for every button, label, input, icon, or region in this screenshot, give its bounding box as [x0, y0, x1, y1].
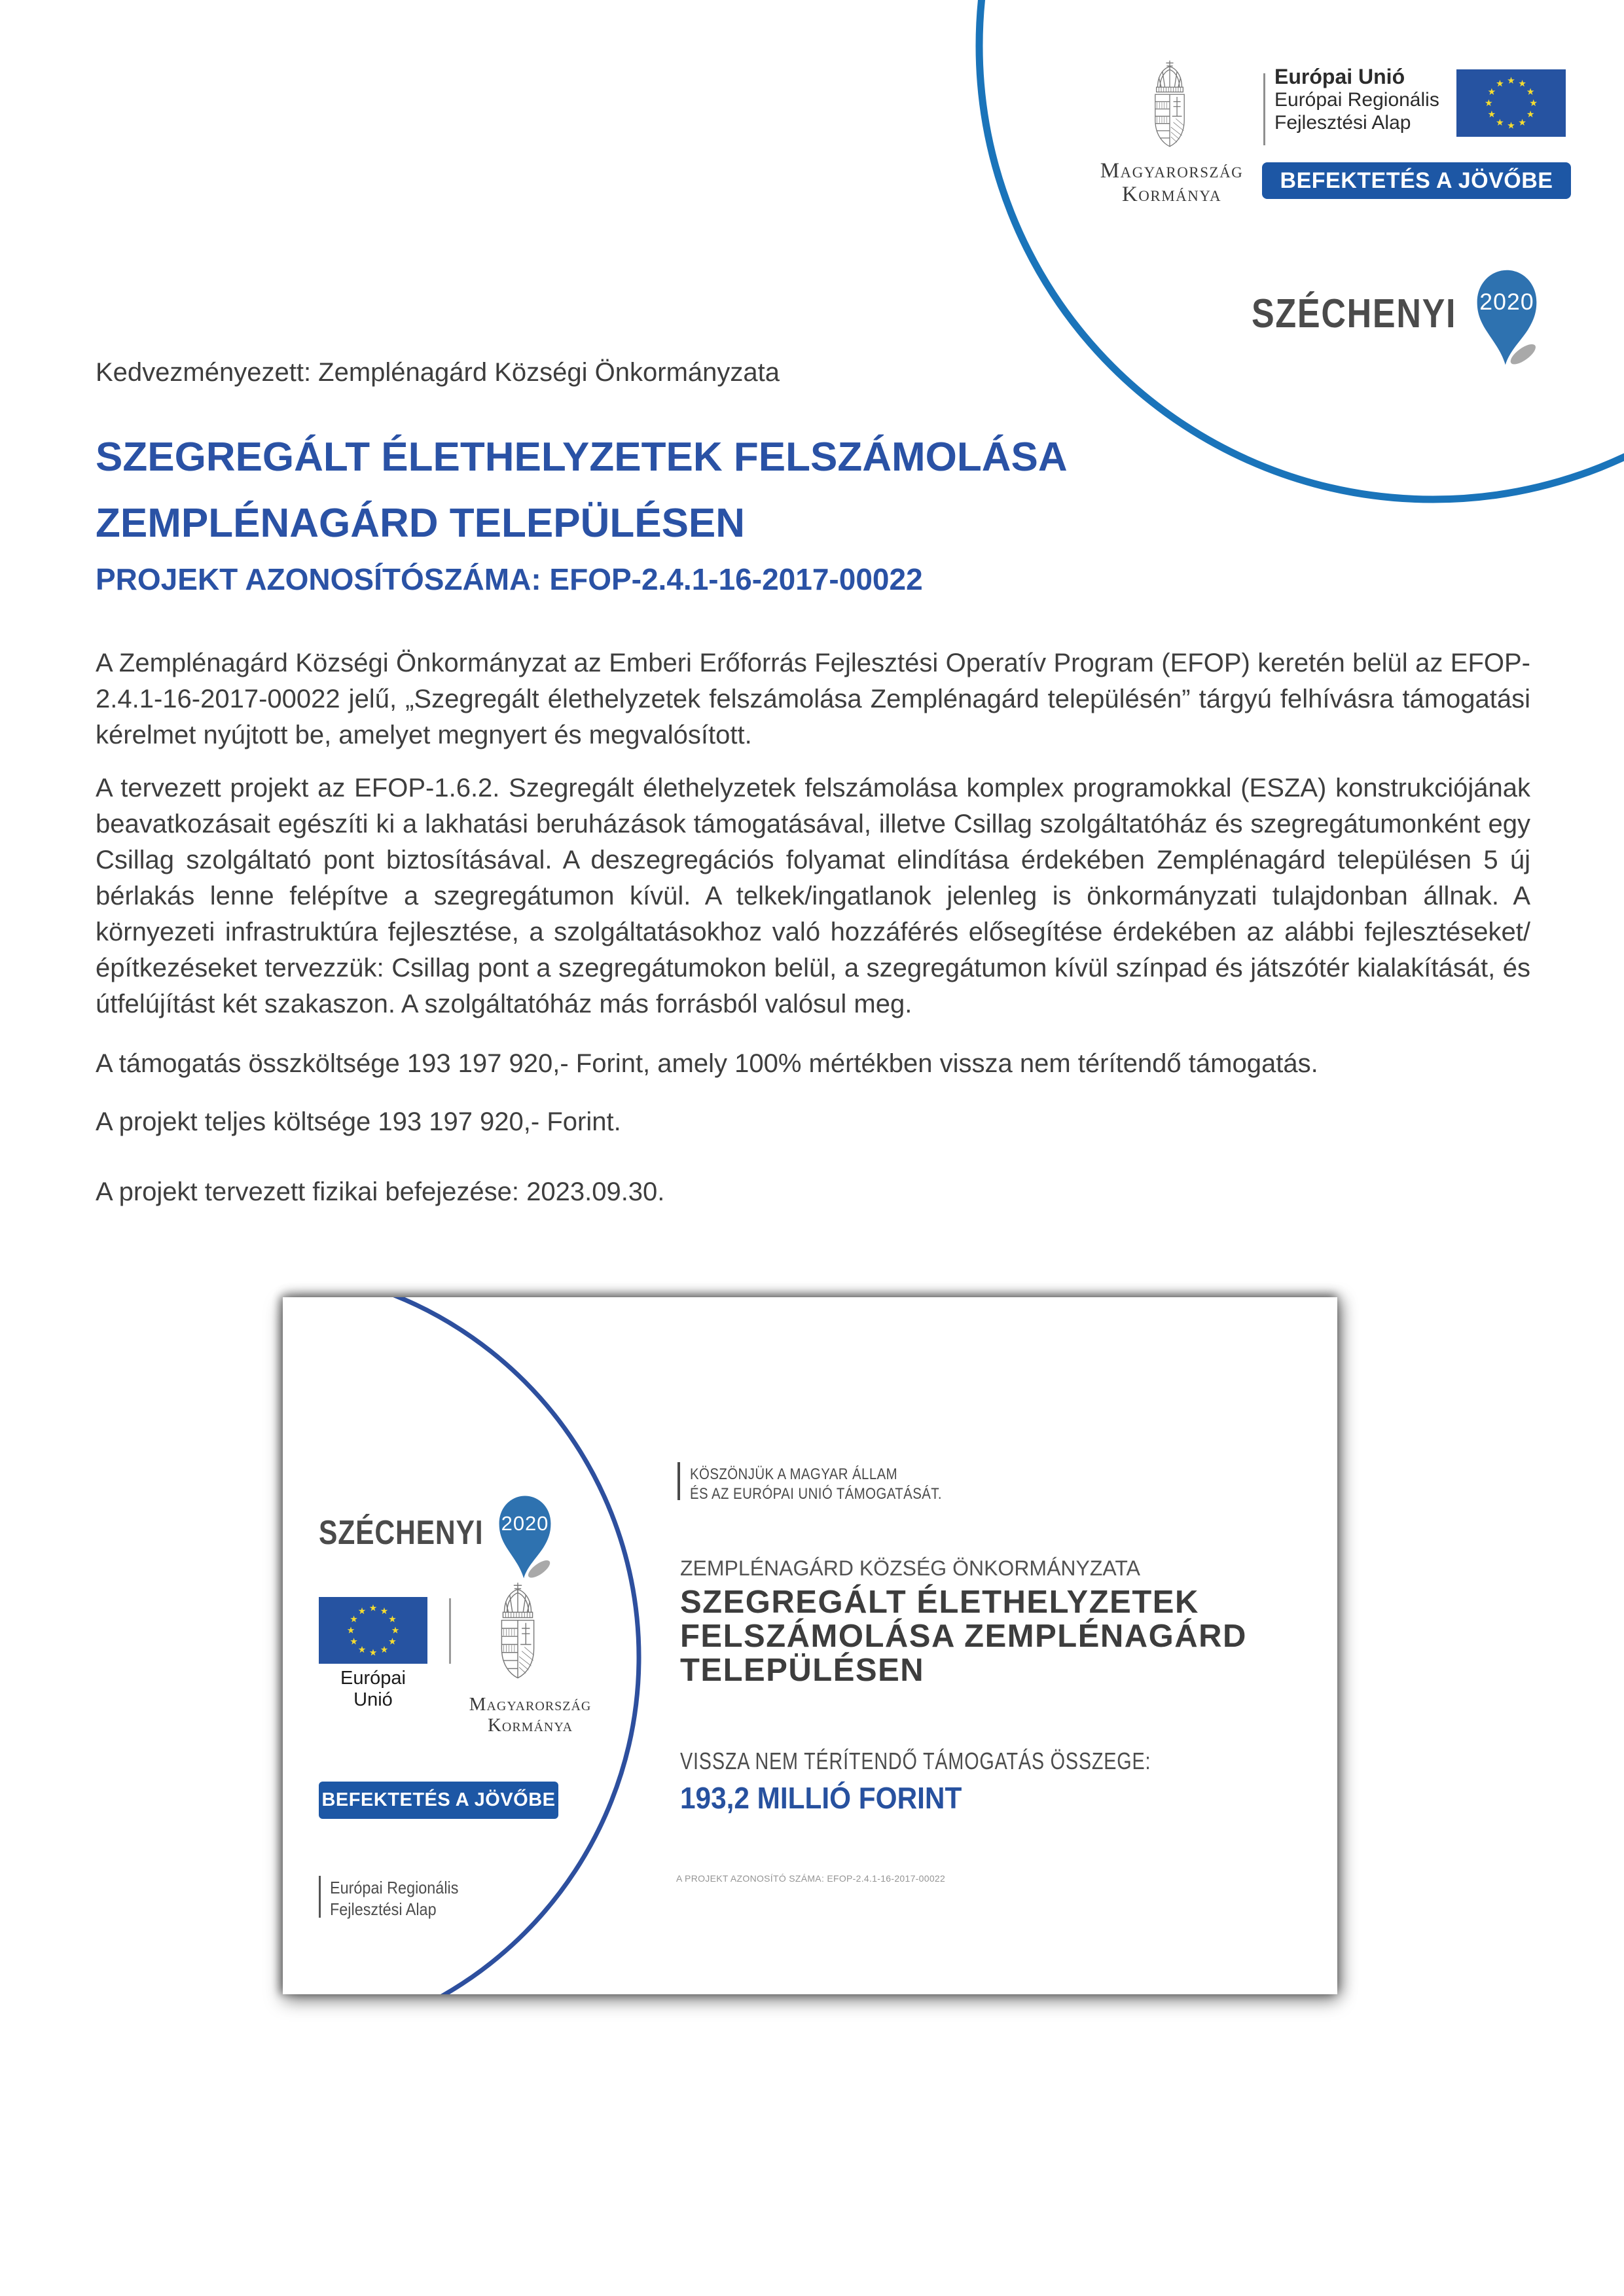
eu-fund-line2: Európai Regionális [1274, 89, 1439, 111]
billboard-thanks-text [690, 1465, 942, 1504]
billboard-szechenyi-logo-text: SZÉCHENYI [319, 1514, 484, 1552]
paragraph: A tervezett projekt az EFOP-1.6.2. Szegregált élethelyzetek felszámolása komplex programokkal (ESZA) konstrukciójának beavatkozásait egészíti ki a lakhatási beruházások támogatásával, illetve Csillag szolgáltatóház és szegregátumonként egy Csillag szolgáltató pont biztosításával. A deszegregációs folyamat elindítása érdekében Zemplénagárd településen 5 új bérlakás lenne felépítve a szegregátumon kívül. A telkek/ingatlanok jelenleg is önkormányzati tulajdonban állnak. A környezeti infrastruktúra fejlesztése, a szolgáltatásokhoz való hozzáférés elősegítése érdekében az alábbi fejlesztéseket/ építkezéseket tervezzük: Csillag pont a szegregátumokon belül, a szegregátumon kívül színpad és játszótér kialakítását, és útfelújítást két szakaszon. A szolgáltatóház más forrásból valósul meg. [96, 774, 1530, 1018]
eu-fund-line3: Fejlesztési Alap [1274, 112, 1411, 134]
billboard-thanks-bar [677, 1462, 680, 1500]
body-text [96, 645, 1530, 1210]
page-title-line2: ZEMPLÉNAGÁRD TELEPÜLÉSEN [96, 501, 746, 546]
investment-banner: BEFEKTETÉS A JÖVŐBE [1262, 162, 1571, 199]
billboard-investment-banner: BEFEKTETÉS A JÖVŐBE [319, 1782, 558, 1819]
billboard-coat-of-arms-icon [491, 1581, 545, 1682]
billboard-szechenyi-pin-icon [494, 1491, 556, 1582]
paragraph: A projekt tervezett fizikai befejezése: 2023.09.30. [96, 1177, 665, 1206]
billboard-logo-divider [449, 1598, 451, 1664]
billboard-eu-flag-icon [319, 1597, 427, 1664]
billboard-government-line1: Magyarország [469, 1694, 592, 1715]
billboard-project-title [680, 1585, 1247, 1687]
eu-fund-label [1274, 65, 1439, 134]
billboard-municipality-line: ZEMPLÉNAGÁRD KÖZSÉG ÖNKORMÁNYZATA [680, 1556, 1140, 1580]
szechenyi-pin-icon [1471, 264, 1542, 369]
billboard-title-line2: FELSZÁMOLÁSA ZEMPLÉNAGÁRD [680, 1619, 1247, 1654]
billboard-project-id-small: A PROJEKT AZONOSÍTÓ SZÁMA: EFOP-2.4.1-16-2017-00022 [676, 1873, 946, 1884]
billboard-erdf-label [330, 1877, 458, 1920]
hungary-coat-of-arms-icon [1146, 56, 1194, 153]
billboard-grant-label: VISSZA NEM TÉRÍTENDŐ TÁMOGATÁS ÖSSZEGE: [680, 1748, 1151, 1774]
project-id-heading: PROJEKT AZONOSÍTÓSZÁMA: EFOP-2.4.1-16-2017-00022 [96, 562, 923, 596]
paragraph: A Zemplénagárd Községi Önkormányzat az Emberi Erőforrás Fejlesztési Operatív Program (EFOP) keretén belül az EFOP-2.4.1-16-2017-00022 jelű, „Szegregált élethelyzetek felszámolása Zemplénagárd településén” tárgyú felhívásra támogatási kérelmet nyújtott be, amelyet megnyert és megvalósított. [96, 649, 1530, 749]
eu-fund-line1: Európai Unió [1274, 65, 1405, 88]
billboard-erdf-line2: Fejlesztési Alap [330, 1899, 437, 1919]
billboard-erdf-line1: Európai Regionális [330, 1878, 459, 1897]
paragraph: A támogatás összköltsége 193 197 920,- Forint, amely 100% mértékben vissza nem térítendő támogatás. [96, 1049, 1318, 1078]
page-title [96, 424, 1536, 556]
billboard-grant-amount: 193,2 MILLIÓ FORINT [680, 1781, 962, 1815]
project-billboard-image [283, 1297, 1337, 1994]
billboard-title-line3: TELEPÜLÉSEN [680, 1653, 925, 1688]
billboard-government-logo-text [452, 1694, 609, 1735]
billboard-title-line1: SZEGREGÁLT ÉLETHELYZETEK [680, 1585, 1199, 1620]
paragraph: A projekt teljes költsége 193 197 920,- Forint. [96, 1107, 621, 1136]
szechenyi-logo-text: SZÉCHENYI [1252, 291, 1457, 336]
billboard-thanks-line1: KÖSZÖNJÜK A MAGYAR ÁLLAM [690, 1465, 898, 1483]
government-name-line1: Magyarország [1100, 159, 1244, 183]
beneficiary-line: Kedvezményezett: Zemplénagárd Községi Önkormányzata [96, 358, 780, 387]
logo-divider-line [1263, 73, 1265, 145]
government-logo-text [1060, 158, 1283, 206]
billboard-government-line2: Kormánya [487, 1715, 573, 1736]
billboard-eu-flag-caption: Európai Unió [340, 1668, 406, 1710]
page-title-line1: SZEGREGÁLT ÉLETHELYZETEK FELSZÁMOLÁSA [96, 435, 1068, 480]
government-name-line2: Kormánya [1121, 183, 1222, 206]
billboard-erdf-bar [319, 1876, 321, 1918]
eu-flag-icon [1456, 69, 1566, 137]
billboard-thanks-line2: ÉS AZ EURÓPAI UNIÓ TÁMOGATÁSÁT. [690, 1485, 942, 1503]
